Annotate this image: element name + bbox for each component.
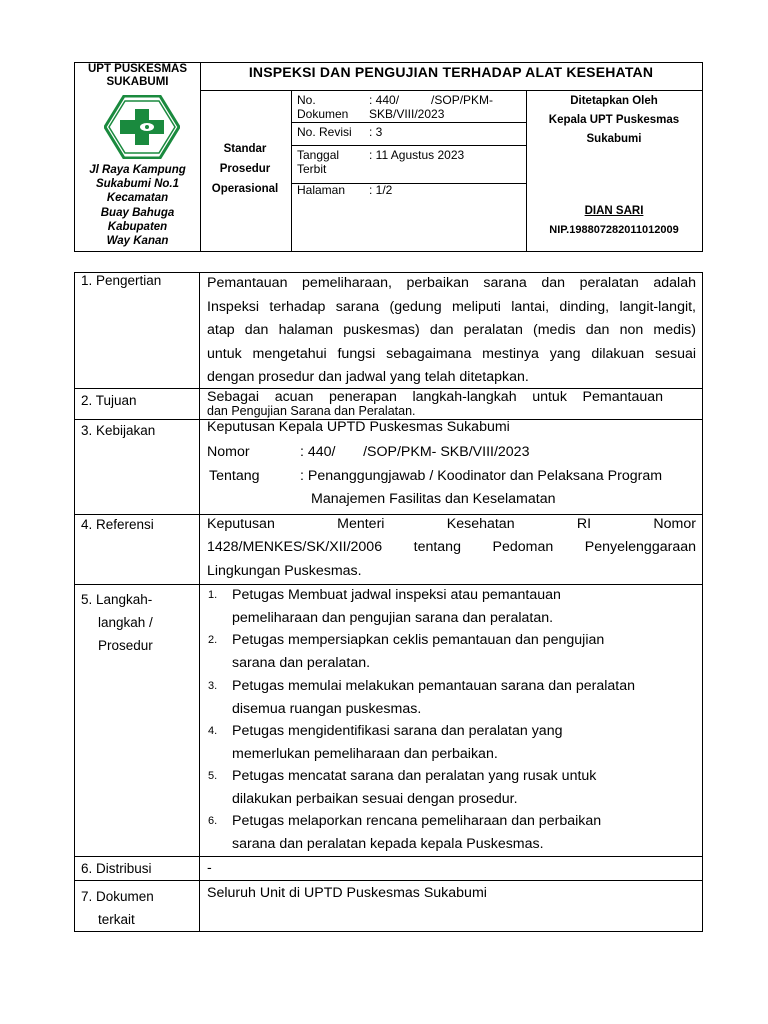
- puskesmas-logo: [104, 95, 180, 159]
- approver-nip: NIP.198807282011012009: [549, 224, 679, 236]
- no-dokumen-value: : 440/ /SOP/PKM- SKB/VIII/2023: [369, 93, 494, 121]
- pengertian-text: Pemantauan pemeliharaan, perbaikan sarana dan peralatan adalah Inspeksi terhadap sarana (gedung meliputi lantai, dinding, langit-langit, atap dan halaman puskesmas) dan peralatan (medis dan non medis) untuk mengetahui fungsi sebagaimana mestinya yang dilakuan sesuai dengan prosedur dan jadwal yang telah ditetapkan.: [207, 275, 696, 386]
- approver-name: DIAN SARI: [584, 205, 644, 217]
- referensi-line2: 1428/MENKES/SK/XII/2006 tentang Pedoman Penyelenggaraan: [207, 539, 696, 555]
- organization-name: UPT PUSKESMAS SUKABUMI: [87, 63, 188, 88]
- label-kebijakan: 3. Kebijakan: [81, 423, 156, 438]
- kebijakan-nomor-label: Nomor: [207, 444, 250, 460]
- tanggal-terbit-label: Tanggal Terbit: [297, 148, 340, 176]
- halaman-label: Halaman: [297, 183, 346, 197]
- kebijakan-nomor-value: : 440/ /SOP/PKM- SKB/VIII/2023: [300, 444, 530, 460]
- label-distribusi: 6. Distribusi: [81, 861, 152, 876]
- document-title: INSPEKSI DAN PENGUJIAN TERHADAP ALAT KESEHATAN: [248, 64, 654, 80]
- dokumen-terkait-value: Seluruh Unit di UPTD Puskesmas Sukabumi: [207, 885, 487, 901]
- no-revisi-value: : 3: [369, 125, 383, 139]
- tanggal-terbit-value: : 11 Agustus 2023: [369, 148, 465, 162]
- distribusi-value: -: [207, 860, 212, 876]
- no-dokumen-label: No. Dokumen: [297, 93, 349, 121]
- referensi-line3: Lingkungan Puskesmas.: [207, 563, 362, 579]
- kebijakan-tentang-label: Tentang: [209, 468, 260, 484]
- label-tujuan: 2. Tujuan: [81, 393, 137, 408]
- halaman-value: : 1/2: [369, 183, 393, 197]
- label-referensi: 4. Referensi: [81, 517, 154, 532]
- sop-label: Standar Prosedur Operasional: [211, 143, 279, 195]
- label-dokumen-terkait: 7. Dokumen terkait: [81, 889, 154, 927]
- label-pengertian: 1. Pengertian: [81, 273, 162, 288]
- tujuan-text: Sebagai acuan penerapan langkah-langkah untuk Pemantauan dan Pengujian Sarana dan Peralatan.: [207, 389, 663, 418]
- kebijakan-tentang-cont: Manajemen Fasilitas dan Keselamatan: [311, 491, 556, 507]
- kebijakan-line1: Keputusan Kepala UPTD Puskesmas Sukabumi: [207, 419, 510, 435]
- no-revisi-label: No. Revisi: [297, 125, 352, 139]
- label-langkah: 5. Langkah- langkah / Prosedur: [81, 592, 153, 653]
- kebijakan-tentang-value: : Penanggungjawab / Koodinator dan Pelaksana Program: [300, 468, 663, 484]
- referensi-line1: Keputusan Menteri Kesehatan RI Nomor: [207, 516, 696, 532]
- address: Jl Raya Kampung Sukabumi No.1 Kecamatan Buay Bahuga Kabupaten Way Kanan: [89, 164, 186, 248]
- approval-block: Ditetapkan Oleh Kepala UPT Puskesmas Sukabumi: [548, 95, 680, 145]
